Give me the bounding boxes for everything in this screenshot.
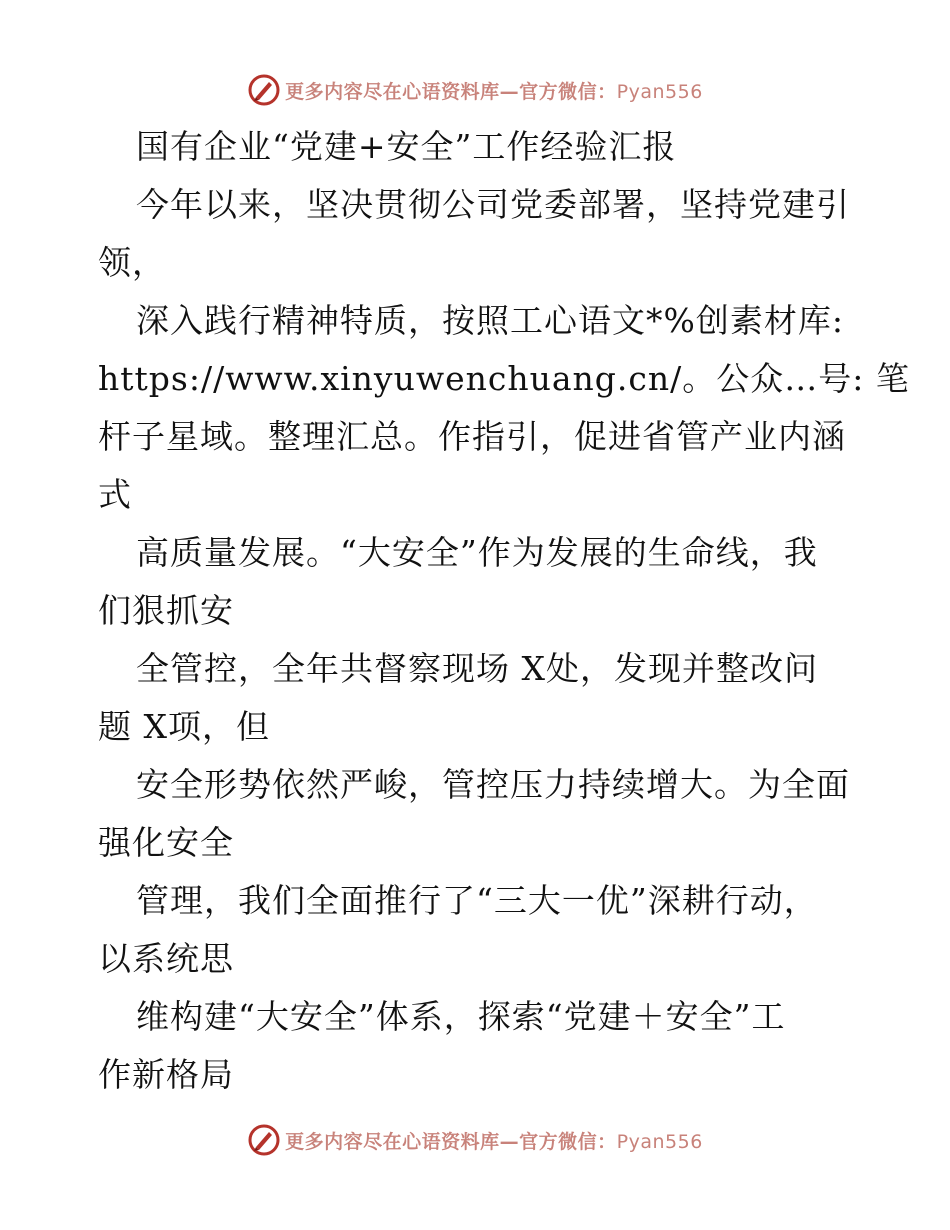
text-line: 全管控，全年共督察现场 X处，发现并整改问 [136, 649, 818, 688]
text-line: 维构建“大安全”体系，探索“党建＋安全”工 [136, 997, 786, 1036]
text-line: https://www.xinyuwenchuang.cn/。公众…号: 笔 [98, 359, 910, 398]
text-line: 作新格局 [98, 1055, 234, 1094]
document-title: 国有企业“党建+安全”工作经验汇报 [136, 127, 677, 166]
text-line: 以系统思 [98, 939, 234, 978]
watermark-text: 更多内容尽在心语资料库—官方微信：Pyan556 [285, 80, 703, 103]
text-line: 题 X项，但 [98, 707, 270, 746]
watermark-footer [0, 1120, 950, 1160]
text-line: 安全形势依然严峻，管控压力持续增大。为全面 [136, 765, 850, 804]
text-line: 高质量发展。“大安全”作为发展的生命线，我 [136, 533, 818, 572]
text-line: 们狠抓安 [98, 591, 234, 630]
red-seal-pen-icon [247, 73, 281, 107]
text-line: 领， [98, 243, 166, 282]
red-seal-pen-icon [247, 1123, 281, 1157]
watermark-text: 更多内容尽在心语资料库—官方微信：Pyan556 [285, 1130, 703, 1153]
text-line: 管理，我们全面推行了“三大一优”深耕行动， [136, 881, 818, 920]
watermark-header [0, 70, 950, 110]
text-line: 深入践行精神特质，按照工心语文*%创素材库: [136, 301, 844, 340]
text-line: 杆子星域。整理汇总。作指引，促进省管产业内涵 [98, 417, 846, 456]
text-line: 式 [98, 475, 132, 514]
document-body [98, 118, 910, 1104]
text-line: 今年以来，坚决贯彻公司党委部署，坚持党建引 [136, 185, 850, 224]
text-line: 强化安全 [98, 823, 234, 862]
